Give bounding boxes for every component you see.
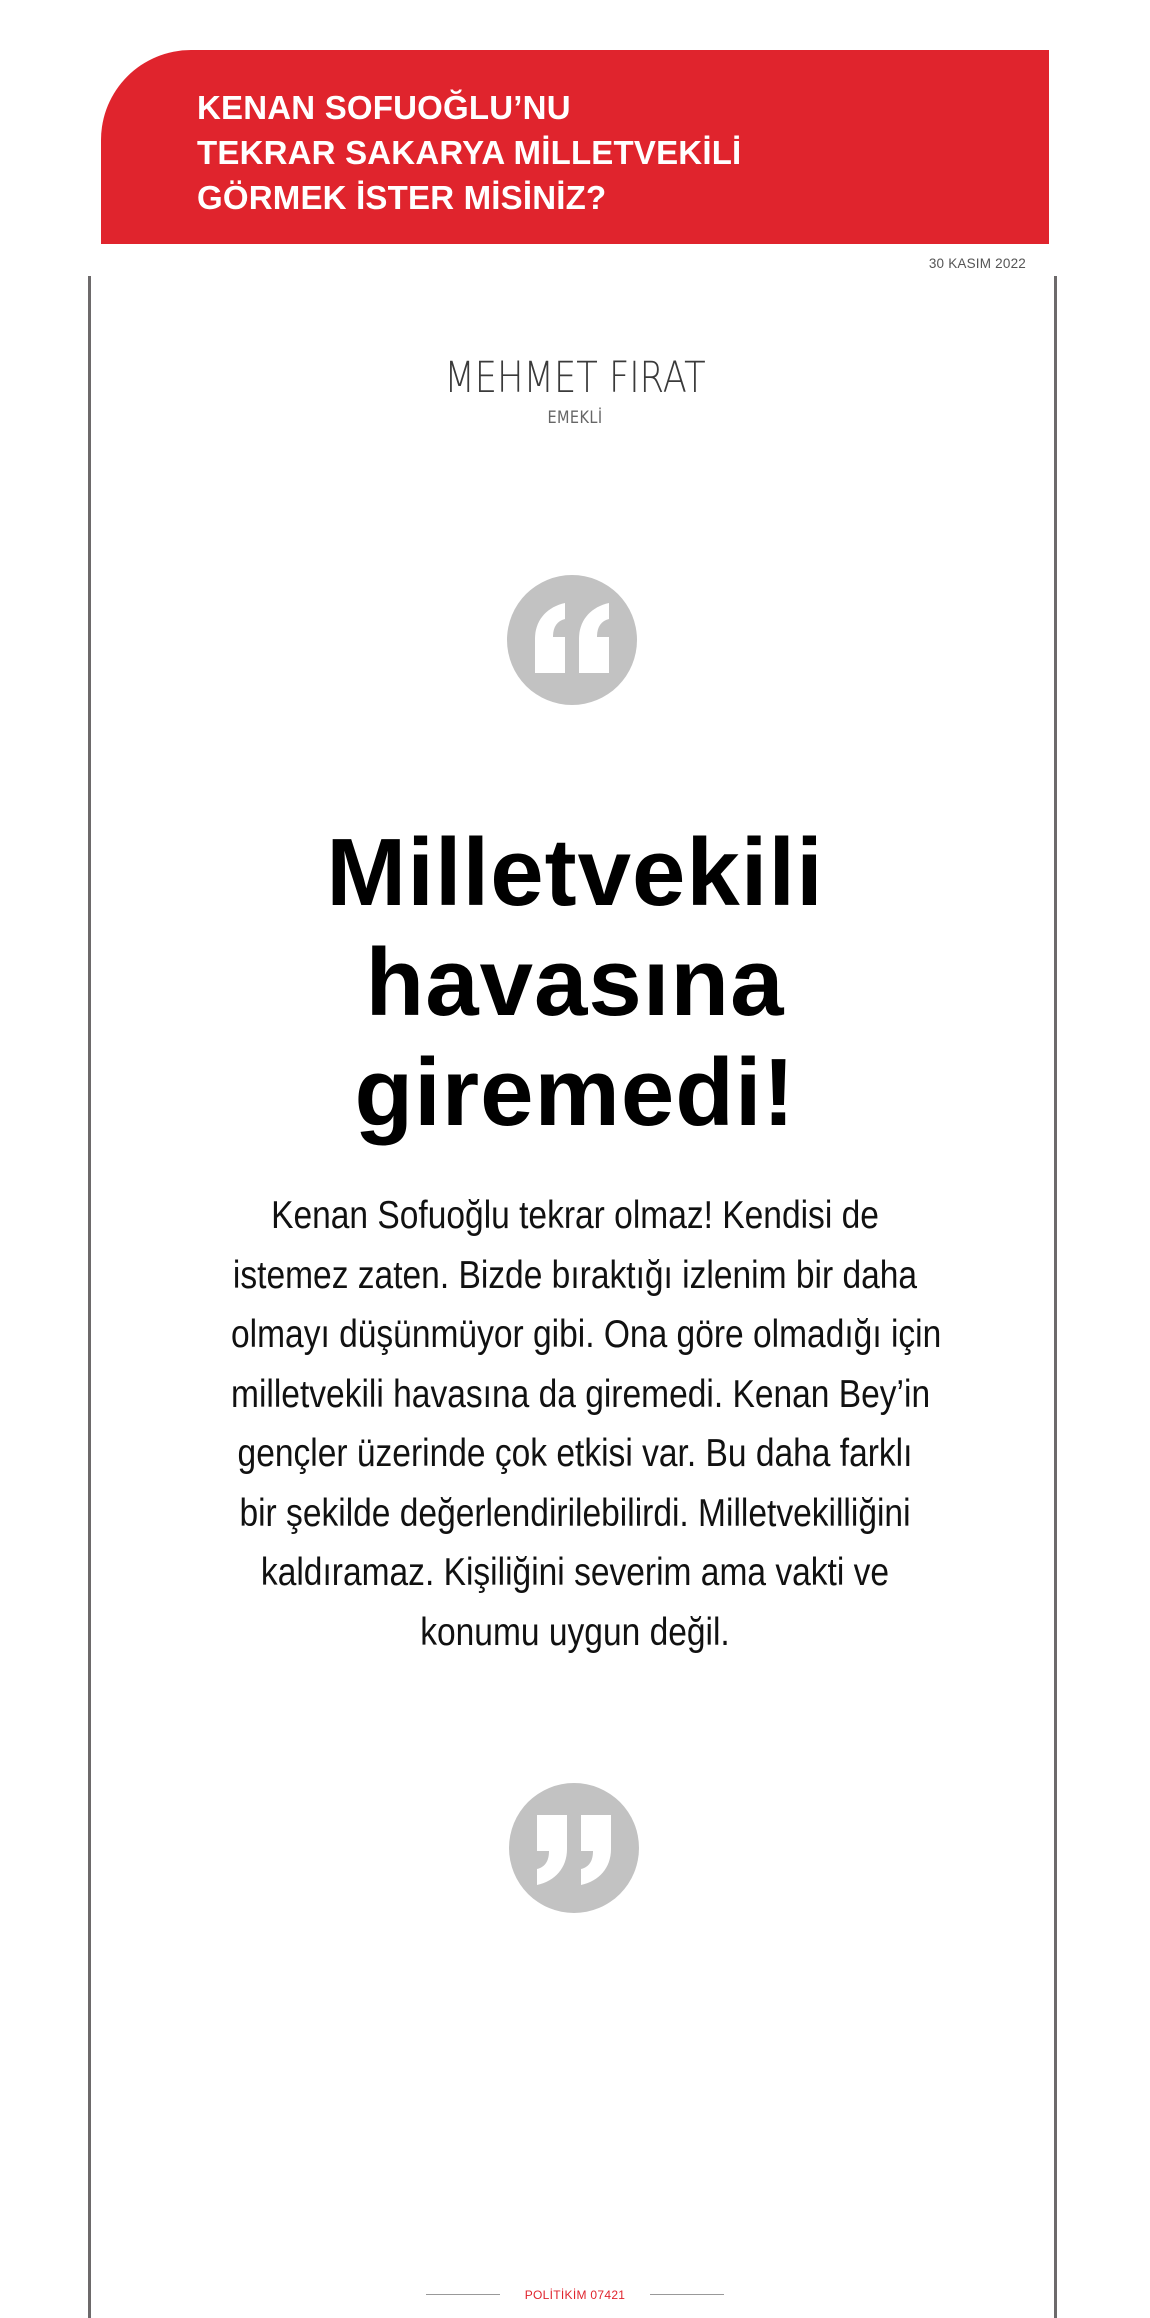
quote-body-line: konumu uygun değil. bbox=[420, 1610, 730, 1654]
close-quote-icon bbox=[509, 1783, 639, 1913]
quote-body-line: milletvekili havasına da giremedi. Kenan Bey’in bbox=[231, 1372, 931, 1416]
frame-right-border bbox=[1054, 276, 1057, 2318]
banner-title-line-1: KENAN SOFUOĞLU’NU bbox=[197, 89, 571, 126]
quote-body bbox=[175, 1186, 975, 1662]
headline-banner bbox=[101, 50, 1049, 244]
headline-line-1: Milletvekili bbox=[326, 819, 824, 926]
headline bbox=[0, 818, 1150, 1148]
banner-title-line-2: TEKRAR SAKARYA MİLLETVEKİLİ bbox=[197, 134, 742, 171]
banner-title-line-3: GÖRMEK İSTER MİSİNİZ? bbox=[197, 179, 607, 216]
footer-rule-right bbox=[650, 2294, 724, 2295]
headline-line-3: giremedi! bbox=[354, 1039, 796, 1146]
author-block bbox=[0, 350, 1150, 428]
open-quote-icon bbox=[507, 575, 637, 705]
quote-body-line: kaldıramaz. Kişiliğini severim ama vakti ve bbox=[260, 1551, 890, 1594]
author-name: MEHMET FIRAT bbox=[444, 353, 706, 403]
quote-body-line: bir şekilde değerlendirilebilirdi. Milletvekilliğini bbox=[239, 1491, 911, 1535]
quote-body-line: istemez zaten. Bizde bıraktığı izlenim bir daha bbox=[232, 1253, 918, 1297]
author-role: EMEKLİ bbox=[547, 408, 603, 428]
quote-body-line: olmayı düşünmüyor gibi. Ona göre olmadığı için bbox=[231, 1313, 942, 1356]
quote-body-line: Kenan Sofuoğlu tekrar olmaz! Kendisi de bbox=[271, 1194, 879, 1237]
headline-line-2: havasına bbox=[365, 929, 785, 1036]
footer-rule-left bbox=[426, 2294, 500, 2295]
publish-date: 30 KASIM 2022 bbox=[928, 256, 1026, 271]
footer-label: POLİTİKİM 07421 bbox=[524, 2287, 626, 2302]
quote-body-line: gençler üzerinde çok etkisi var. Bu daha farklı bbox=[237, 1432, 913, 1475]
footer bbox=[0, 2286, 1150, 2304]
frame-left-border bbox=[88, 276, 91, 2318]
